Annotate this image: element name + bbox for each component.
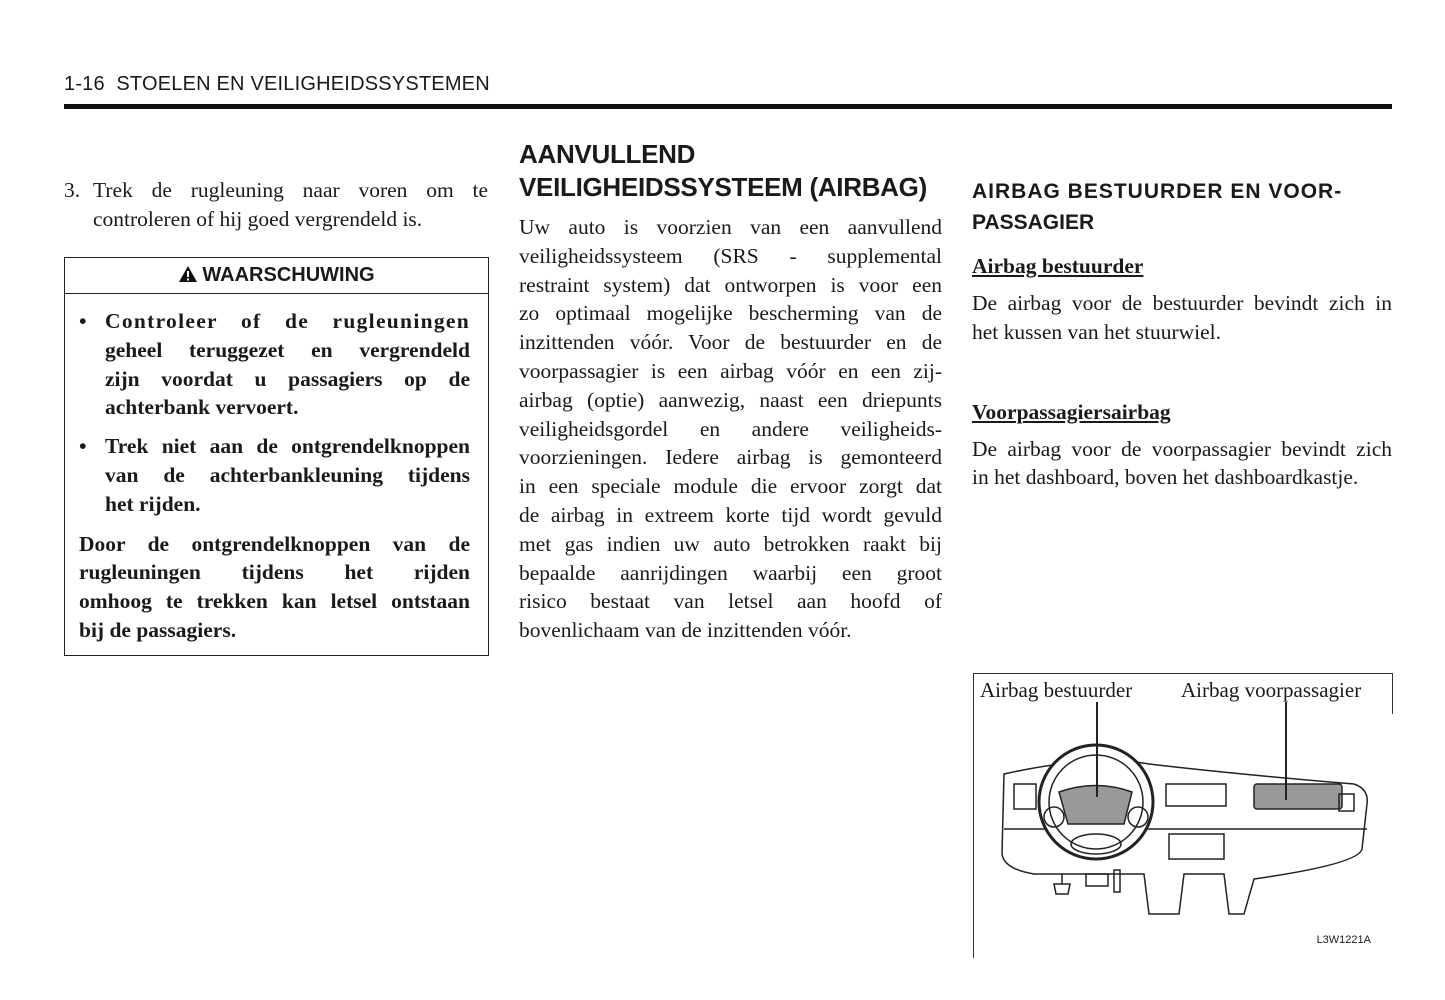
page-header: 1-16 STOELEN EN VEILIGHEIDSSYSTEMEN <box>64 73 490 95</box>
section-title: VEILIGHEIDSSYSTEEM (AIRBAG) <box>519 172 927 202</box>
figure-label-passenger: Airbag voorpassagier <box>1181 678 1362 702</box>
body-line: de airbag in extreem korte tijd wordt gevuld <box>519 502 942 527</box>
body-line: Uw auto is voorzien van een aanvullend <box>519 215 942 239</box>
passenger-airbag-heading: Voorpassagiersairbag <box>972 399 1171 424</box>
warning-bullet: • Trek niet aan de ontgrendelknoppen van de achterbankleuning tijdens het rijden. <box>79 434 470 516</box>
srs-body <box>519 213 942 645</box>
airbag-section: AIRBAG BESTUURDER EN VOOR- PASSAGIER Airbag bestuurder De airbag voor de bestuurder bevindt zich in het kussen van het stuurwiel. Voorpassagiersairbag De airbag voor de voorpassagier bevindt zich in het dashboard, boven het dashboardkastje. <box>972 176 1392 492</box>
warning-bullet: • Controleer of de rugleuningen geheel teruggezet en vergrendeld zijn voordat u passagiers op de achterbank vervoert. <box>79 309 470 420</box>
body-line: met gas indien uw auto betrokken raakt bij <box>519 531 942 556</box>
driver-airbag-heading: Airbag bestuurder <box>972 254 1144 278</box>
warning-header: WAARSCHUWING <box>65 258 488 294</box>
body-line: zo optimaal mogelijke bescherming van de <box>519 301 942 326</box>
header-rule <box>64 104 1392 109</box>
body-line: bovenlichaam van de inzittenden vóór. <box>519 618 852 643</box>
step-3: 3. Trek de rugleuning naar voren om te controleren of hij goed vergrendeld is. <box>64 178 488 231</box>
body-line: voorzieningen. Iedere airbag is gemonteerd <box>519 445 942 470</box>
warning-triangle-icon <box>178 265 198 283</box>
section-title: AIRBAG BESTUURDER EN VOOR- <box>972 180 1343 203</box>
body-line: risico bestaat van letsel aan hoofd of <box>519 589 942 614</box>
body-line: inzittenden vóór. Voor de bestuurder en de <box>519 330 942 355</box>
figure-label-driver: Airbag bestuurder <box>980 678 1133 702</box>
dashboard-illustration <box>974 674 1394 959</box>
body-line: bepaalde aanrijdingen waarbij een groot <box>519 560 942 585</box>
srs-section <box>519 138 942 645</box>
body-line: veiligheidssysteem (SRS - supplemental <box>519 243 942 268</box>
figure-code: L3W1221A <box>1316 934 1371 946</box>
body-line: airbag (optie) aanwezig, naast een driepunts <box>519 387 942 412</box>
dashboard-figure <box>973 673 1393 958</box>
warning-box <box>64 257 489 656</box>
body-line: in een speciale module die ervoor zorgt dat <box>519 474 942 499</box>
body-line: veiligheidsgordel en andere veiligheids- <box>519 416 942 441</box>
section-title: AANVULLEND <box>519 139 696 169</box>
body-line: restraint system) dat ontworpen is voor een <box>519 272 942 297</box>
section-title: PASSAGIER <box>972 211 1095 234</box>
body-line: voorpassagier is een airbag vóór en een zij- <box>519 358 942 383</box>
warning-note: Door de ontgrendelknoppen van de rugleuningen tijdens het rijden omhoog te trekken kan letsel ontstaan bij de passagiers. <box>79 531 470 642</box>
